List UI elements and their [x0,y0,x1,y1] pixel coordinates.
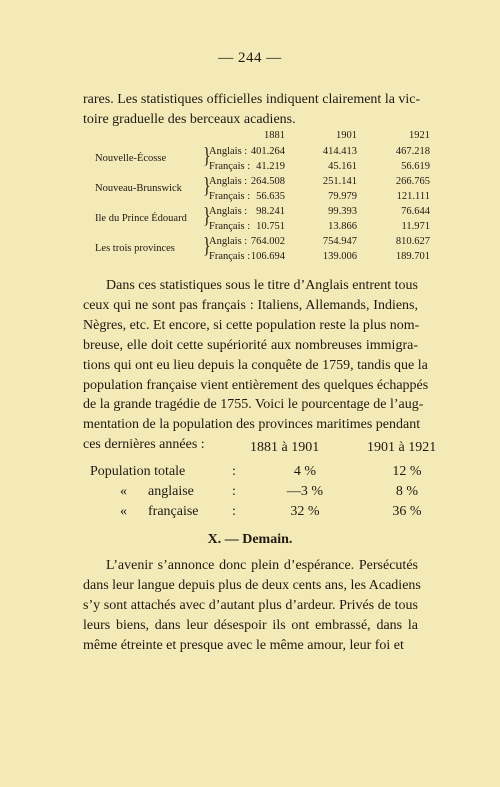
section-title: X. — Demain. [207,532,293,547]
language-label: Anglais : [209,146,248,157]
text-line: toire graduelle des berceaux acadiens. [83,111,296,127]
text-line: même étreinte et presque avec le même amour, leur foi et [83,637,404,653]
table-cell: 11.971 [401,221,430,232]
year-header: 1921 [409,130,430,141]
colon: : [232,504,236,519]
table-cell: 189.701 [395,251,430,262]
closing-paragraph [83,556,421,656]
period-header: 1901 à 1921 [367,440,437,455]
colon: : [232,464,236,479]
year-header: 1881 [264,130,285,141]
year-header: 1901 [336,130,357,141]
text-line: Dans ces statistiques sous le titre d’Anglais entrent tous [106,278,418,293]
row-label: « anglaise [120,484,194,499]
language-label: Anglais : [209,206,248,217]
language-label: Français : [209,251,251,262]
text-line: leurs biens, dans leur désespoir ils ont embrassé, dans la [83,617,418,633]
table-cell: 106.694 [250,251,285,262]
table-cell: 414.413 [322,146,357,157]
table-cell: 45.161 [328,161,357,172]
percentage-value: 4 % [293,464,317,479]
table-cell: 467.218 [395,146,430,157]
intro-paragraph [83,90,421,130]
table-cell: 76.644 [401,206,430,217]
percentage-value: —3 % [286,484,324,499]
table-cell: 79.979 [328,191,357,202]
text-line: ceux qui ne sont pas français : Italiens, Allemands, Indiens, [83,297,418,313]
table-cell: 139.006 [322,251,357,262]
table-cell: 121.111 [396,191,430,202]
table-cell: 810.627 [395,236,430,247]
row-label: « française [120,504,199,519]
table-cell: 10.751 [256,221,285,232]
text-line: mentation de la population des provinces maritimes pendant [83,417,421,433]
language-label: Français : [209,191,251,202]
province-label: Ile du Prince Édouard [95,213,187,224]
table-cell: 264.508 [250,176,285,187]
text-line: population française vient entièrement des quelques échappés [83,377,429,393]
province-label: Les trois provinces [95,243,175,254]
text-line: rares. Les statistiques officielles indiquent clairement la vic- [83,92,421,107]
table-cell: 98.241 [256,206,285,217]
text-line: dans leur langue depuis plus de deux cents ans, les Acadiens [83,577,421,593]
table-cell: 251.141 [322,176,357,187]
table-cell: 99.393 [328,206,357,217]
table-cell: 56.619 [401,161,430,172]
row-label: Population totale [90,464,186,479]
table-cell: 266.765 [395,176,430,187]
text-line: L’avenir s’annonce donc plein d’espérance. Persécutés [106,558,418,573]
page-number: — 244 — [218,50,282,66]
table-cell: 754.947 [322,236,357,247]
colon: : [232,484,236,499]
language-label: Anglais : [209,236,248,247]
brace: } [203,204,211,228]
text-line: Nègres, etc. Et encore, si cette population reste la plus nom- [83,317,420,333]
table-cell: 764.002 [250,236,285,247]
period-header: 1881 à 1901 [250,440,320,455]
percentage-value: 8 % [395,484,419,499]
text-line: breuse, elle doit cette supériorité aux nombreuses immigra- [83,337,418,353]
language-label: Français : [209,161,251,172]
body-paragraph [83,276,429,455]
table-cell: 41.219 [256,161,285,172]
table-cell: 401.264 [250,146,285,157]
language-label: Anglais : [209,176,248,187]
percentage-value: 12 % [392,464,422,479]
table-cell: 13.866 [328,221,357,232]
table-cell: 56.635 [256,191,285,202]
language-label: Français : [209,221,251,232]
brace: } [203,234,211,258]
province-label: Nouveau-Brunswick [95,183,182,194]
percentage-value: 32 % [290,504,320,519]
percentage-value: 36 % [392,504,422,519]
brace: } [203,174,211,198]
text-line: s’y sont attachés avec d’autant plus d’ardeur. Privés de tous [83,597,418,613]
province-label: Nouvelle-Écosse [95,153,167,164]
brace: } [203,144,211,168]
text-line: de la grande tragédie de 1755. Voici le pourcentage de l’aug- [83,397,424,413]
text-line: ces dernières années : [83,437,205,453]
text-line: tions qui ont eu lieu depuis la conquête de 1759, tandis que la [83,357,428,373]
